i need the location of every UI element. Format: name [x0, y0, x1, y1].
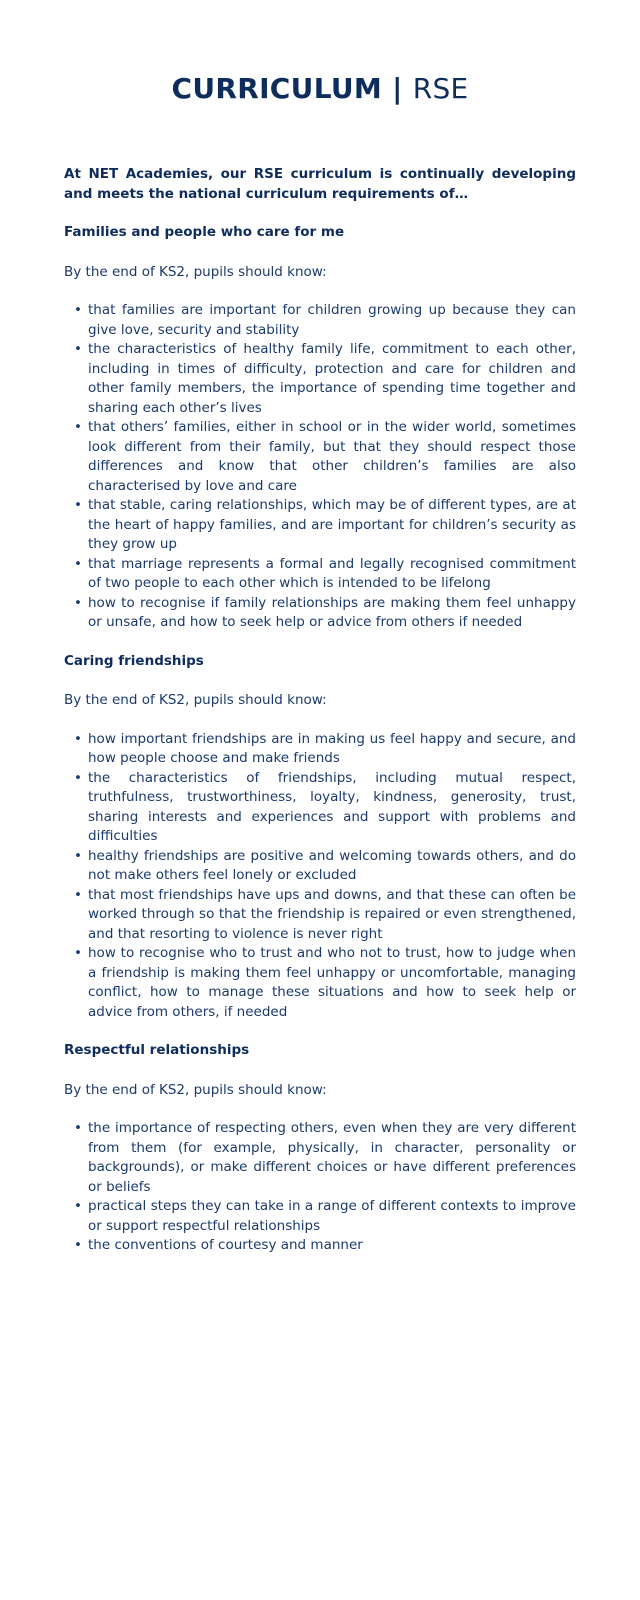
section-heading: Caring friendships	[64, 652, 204, 669]
bullet-icon: •	[74, 497, 82, 513]
list-item	[74, 1236, 576, 1256]
bullet-icon: •	[74, 555, 82, 572]
bullet-icon: •	[74, 594, 82, 611]
list-item	[74, 886, 576, 945]
page-title	[64, 70, 576, 108]
list-item-text: the conventions of courtesy and manner	[88, 1237, 363, 1253]
list-item	[74, 769, 576, 847]
list-item	[74, 496, 576, 555]
list-item-text: the characteristics of friendships, including mutual respect, truthfulness, trustworthiness, loyalty, kindness, generosity, trust, sharing interests and experiences and support with problems and difficulties	[88, 769, 576, 844]
list-item	[74, 1197, 576, 1236]
list-item-text: that most friendships have ups and downs, and that these can often be worked through so that the friendship is repaired or even strengthened, and that resorting to violence is never right	[88, 886, 576, 942]
bullet-icon: •	[74, 886, 82, 903]
page-title-subject: RSE	[412, 72, 469, 105]
list-item	[74, 730, 576, 769]
list-item	[74, 944, 576, 1022]
section-families	[64, 223, 576, 633]
section-lead: By the end of KS2, pupils should know:	[64, 692, 327, 708]
bullet-icon: •	[74, 769, 82, 786]
list-item	[74, 418, 576, 496]
outcome-list	[64, 730, 576, 1023]
list-item-text: that families are important for children growing up because they can give love, security and stability	[88, 302, 576, 338]
outcome-list	[64, 1119, 576, 1256]
curriculum-page	[64, 0, 576, 1256]
list-item-text: that marriage represents a formal and legally recognised commitment of two people to each other which is intended to be lifelong	[88, 555, 576, 591]
bullet-icon: •	[74, 730, 82, 747]
bullet-icon: •	[74, 302, 82, 318]
list-item	[74, 1119, 576, 1197]
section-heading: Respectful relationships	[64, 1042, 250, 1058]
section-caring-friendships	[64, 652, 576, 1023]
intro-statement: At NET Academies, our RSE curriculum is continually developing and meets the national curriculum requirements of…	[64, 166, 576, 202]
section-respectful-relationships	[64, 1041, 576, 1256]
bullet-icon: •	[74, 1237, 82, 1253]
outcome-list	[64, 301, 576, 633]
list-item-text: how important friendships are in making us feel happy and secure, and how people choose and make friends	[88, 730, 576, 766]
list-item-text: healthy friendships are positive and welcoming towards others, and do not make others feel lonely or excluded	[88, 847, 576, 883]
bullet-icon: •	[74, 341, 82, 357]
list-item-text: that stable, caring relationships, which may be of different types, are at the heart of happy families, and are important for children’s security as they grow up	[88, 497, 576, 552]
bullet-icon: •	[74, 419, 82, 435]
bullet-icon: •	[74, 1198, 82, 1214]
bullet-icon: •	[74, 945, 82, 961]
list-item-text: that others’ families, either in school or in the wider world, sometimes look different from their family, but that they should respect those differences and know that other children’s families are also characterised by love and care	[88, 419, 576, 494]
section-lead: By the end of KS2, pupils should know:	[64, 263, 327, 280]
list-item	[74, 555, 576, 594]
list-item	[74, 301, 576, 340]
list-item	[74, 340, 576, 418]
list-item-text: the characteristics of healthy family life, commitment to each other, including in times of difficulty, protection and care for children and other family members, the importance of spending time together and sharing each other’s lives	[88, 341, 576, 416]
list-item-text: how to recognise who to trust and who not to trust, how to judge when a friendship is making them feel unhappy or uncomfortable, managing conflict, how to manage these situations and how to seek help or advice from others, if needed	[88, 945, 576, 1020]
page-title-main: CURRICULUM |	[171, 72, 403, 105]
bullet-icon: •	[74, 847, 82, 864]
list-item	[74, 847, 576, 886]
section-lead: By the end of KS2, pupils should know:	[64, 1081, 327, 1098]
list-item-text: how to recognise if family relationships are making them feel unhappy or unsafe, and how to seek help or advice from others if needed	[88, 594, 576, 630]
section-heading: Families and people who care for me	[64, 224, 345, 240]
bullet-icon: •	[74, 1120, 82, 1136]
list-item-text: the importance of respecting others, even when they are very different from them (for example, physically, in character, personality or backgrounds), or make different choices or have different preferences or beliefs	[88, 1120, 576, 1195]
list-item	[74, 594, 576, 633]
list-item-text: practical steps they can take in a range of different contexts to improve or support respectful relationships	[88, 1198, 576, 1234]
